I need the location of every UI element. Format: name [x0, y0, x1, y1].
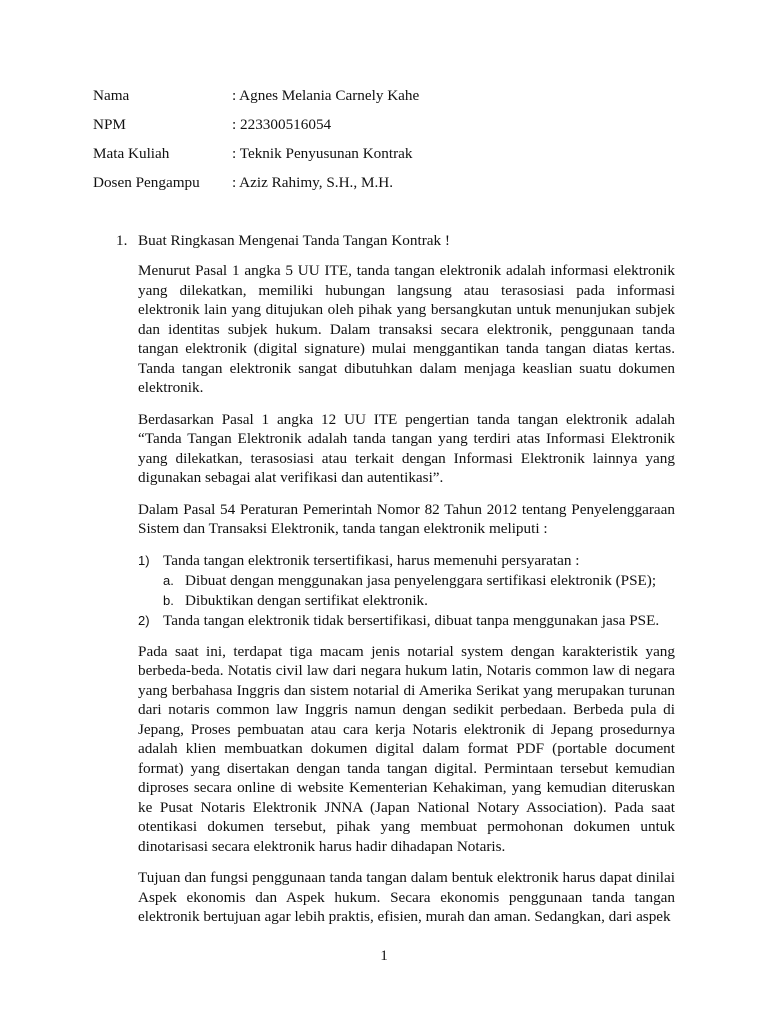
- sub-list-marker: b.: [163, 592, 174, 608]
- info-label: Dosen Pengampu: [93, 174, 200, 191]
- paragraph-2: Berdasarkan Pasal 1 angka 12 UU ITE pengertian tanda tangan elektronik adalah “Tanda Tangan Elektronik adalah tanda tangan yang terdiri atas Informasi Elektronik yang dilekatkan, terasosiasi atau terkait dengan Informasi Elektronik lainnya yang digunakan sebagai alat verifikasi dan autentikasi”.: [138, 410, 675, 486]
- sub-list-item-text: Dibuktikan dengan sertifikat elektronik.: [185, 591, 428, 609]
- paragraph-1: Menurut Pasal 1 angka 5 UU ITE, tanda tangan elektronik adalah informasi elektronik yang dilekatkan, memiliki hubungan langsung atau terasosiasi pada informasi elektronik lain yang ditujukan oleh pihak yang bersangkutan untuk menunjukan subjek dan identitas subjek hukum. Dalam transaksi secara elektronik, penggunaan tanda tangan elektronik (digital signature) mulai menggantikan tanda tangan diatas kertas. Tanda tangan elektronik sangat dibutuhkan dalam menjaga keaslian suatu dokumen elektronik.: [138, 262, 675, 396]
- info-row-mata-kuliah: [93, 144, 419, 173]
- info-value: : Agnes Melania Carnely Kahe: [232, 87, 420, 104]
- list-item: [138, 551, 675, 611]
- list-marker: 2): [138, 612, 150, 628]
- info-row-dosen: [93, 173, 419, 202]
- page-number: 1: [380, 947, 388, 964]
- paragraph-3: Dalam Pasal 54 Peraturan Pemerintah Nomor 82 Tahun 2012 tentang Penyelenggaraan Sistem dan Transaksi Elektronik, tanda tangan elektronik meliputi :: [138, 500, 675, 537]
- info-label: Nama: [93, 87, 130, 104]
- info-label: Mata Kuliah: [93, 145, 170, 162]
- question-text: Buat Ringkasan Mengenai Tanda Tangan Kontrak !: [138, 232, 450, 249]
- list-marker: 1): [138, 552, 150, 568]
- info-row-nama: [93, 86, 419, 115]
- sub-list-item: [163, 591, 675, 611]
- list-item: [138, 611, 675, 631]
- question-heading: [116, 232, 450, 250]
- signature-types-list: [138, 551, 675, 631]
- sub-list-marker: a.: [163, 572, 174, 588]
- student-info: [93, 86, 419, 202]
- paragraph-5: Tujuan dan fungsi penggunaan tanda tangan dalam bentuk elektronik harus dapat dinilai Aspek ekonomis dan Aspek hukum. Secara ekonomis penggunaan tanda tangan elektronik bertujuan agar lebih praktis, efisien, murah dan aman. Sedangkan, dari aspek: [138, 869, 675, 925]
- paragraph-4: Pada saat ini, terdapat tiga macam jenis notarial system dengan karakteristik yang berbeda-beda. Notatis civil law dari negara hukum latin, Notaris common law di negara yang berbahasa Inggris dan sistem notarial di Amerika Serikat yang merupakan turunan dari notaris common law Inggris namun dengan sedikit perbedaan. Berbeda pula di Jepang, Proses pembuatan atau cara kerja Notaris elektronik di Jepang prosedurnya adalah klien membuatkan dokumen digital dalam format PDF (portable document format) yang disertakan dengan tanda tangan digital. Permintaan tersebut kemudian diproses secara online di website Kementerian Kehakiman, yang kemudian diteruskan ke Pusat Notaris Elektronik JNNA (Japan National Notary Association). Pada saat otentikasi dokumen tersebut, pihak yang membuat permohonan dokumen untuk dinotarisasi secara elektronik harus hadir dihadapan Notaris.: [138, 642, 675, 855]
- info-row-npm: [93, 115, 419, 144]
- info-value: : 223300516054: [232, 116, 332, 133]
- question-number: 1.: [116, 232, 128, 249]
- info-label: NPM: [93, 116, 126, 133]
- list-item-text: Tanda tangan elektronik tidak bersertifikasi, dibuat tanpa menggunakan jasa PSE.: [163, 611, 660, 629]
- sub-list: [138, 571, 675, 611]
- list-item-text: Tanda tangan elektronik tersertifikasi, harus memenuhi persyaratan :: [163, 551, 580, 569]
- info-value: : Teknik Penyusunan Kontrak: [232, 145, 413, 162]
- info-value: : Aziz Rahimy, S.H., M.H.: [232, 174, 394, 191]
- sub-list-item-text: Dibuat dengan menggunakan jasa penyelenggara sertifikasi elektronik (PSE);: [185, 571, 657, 589]
- sub-list-item: [163, 571, 675, 591]
- answer-body: [138, 261, 675, 939]
